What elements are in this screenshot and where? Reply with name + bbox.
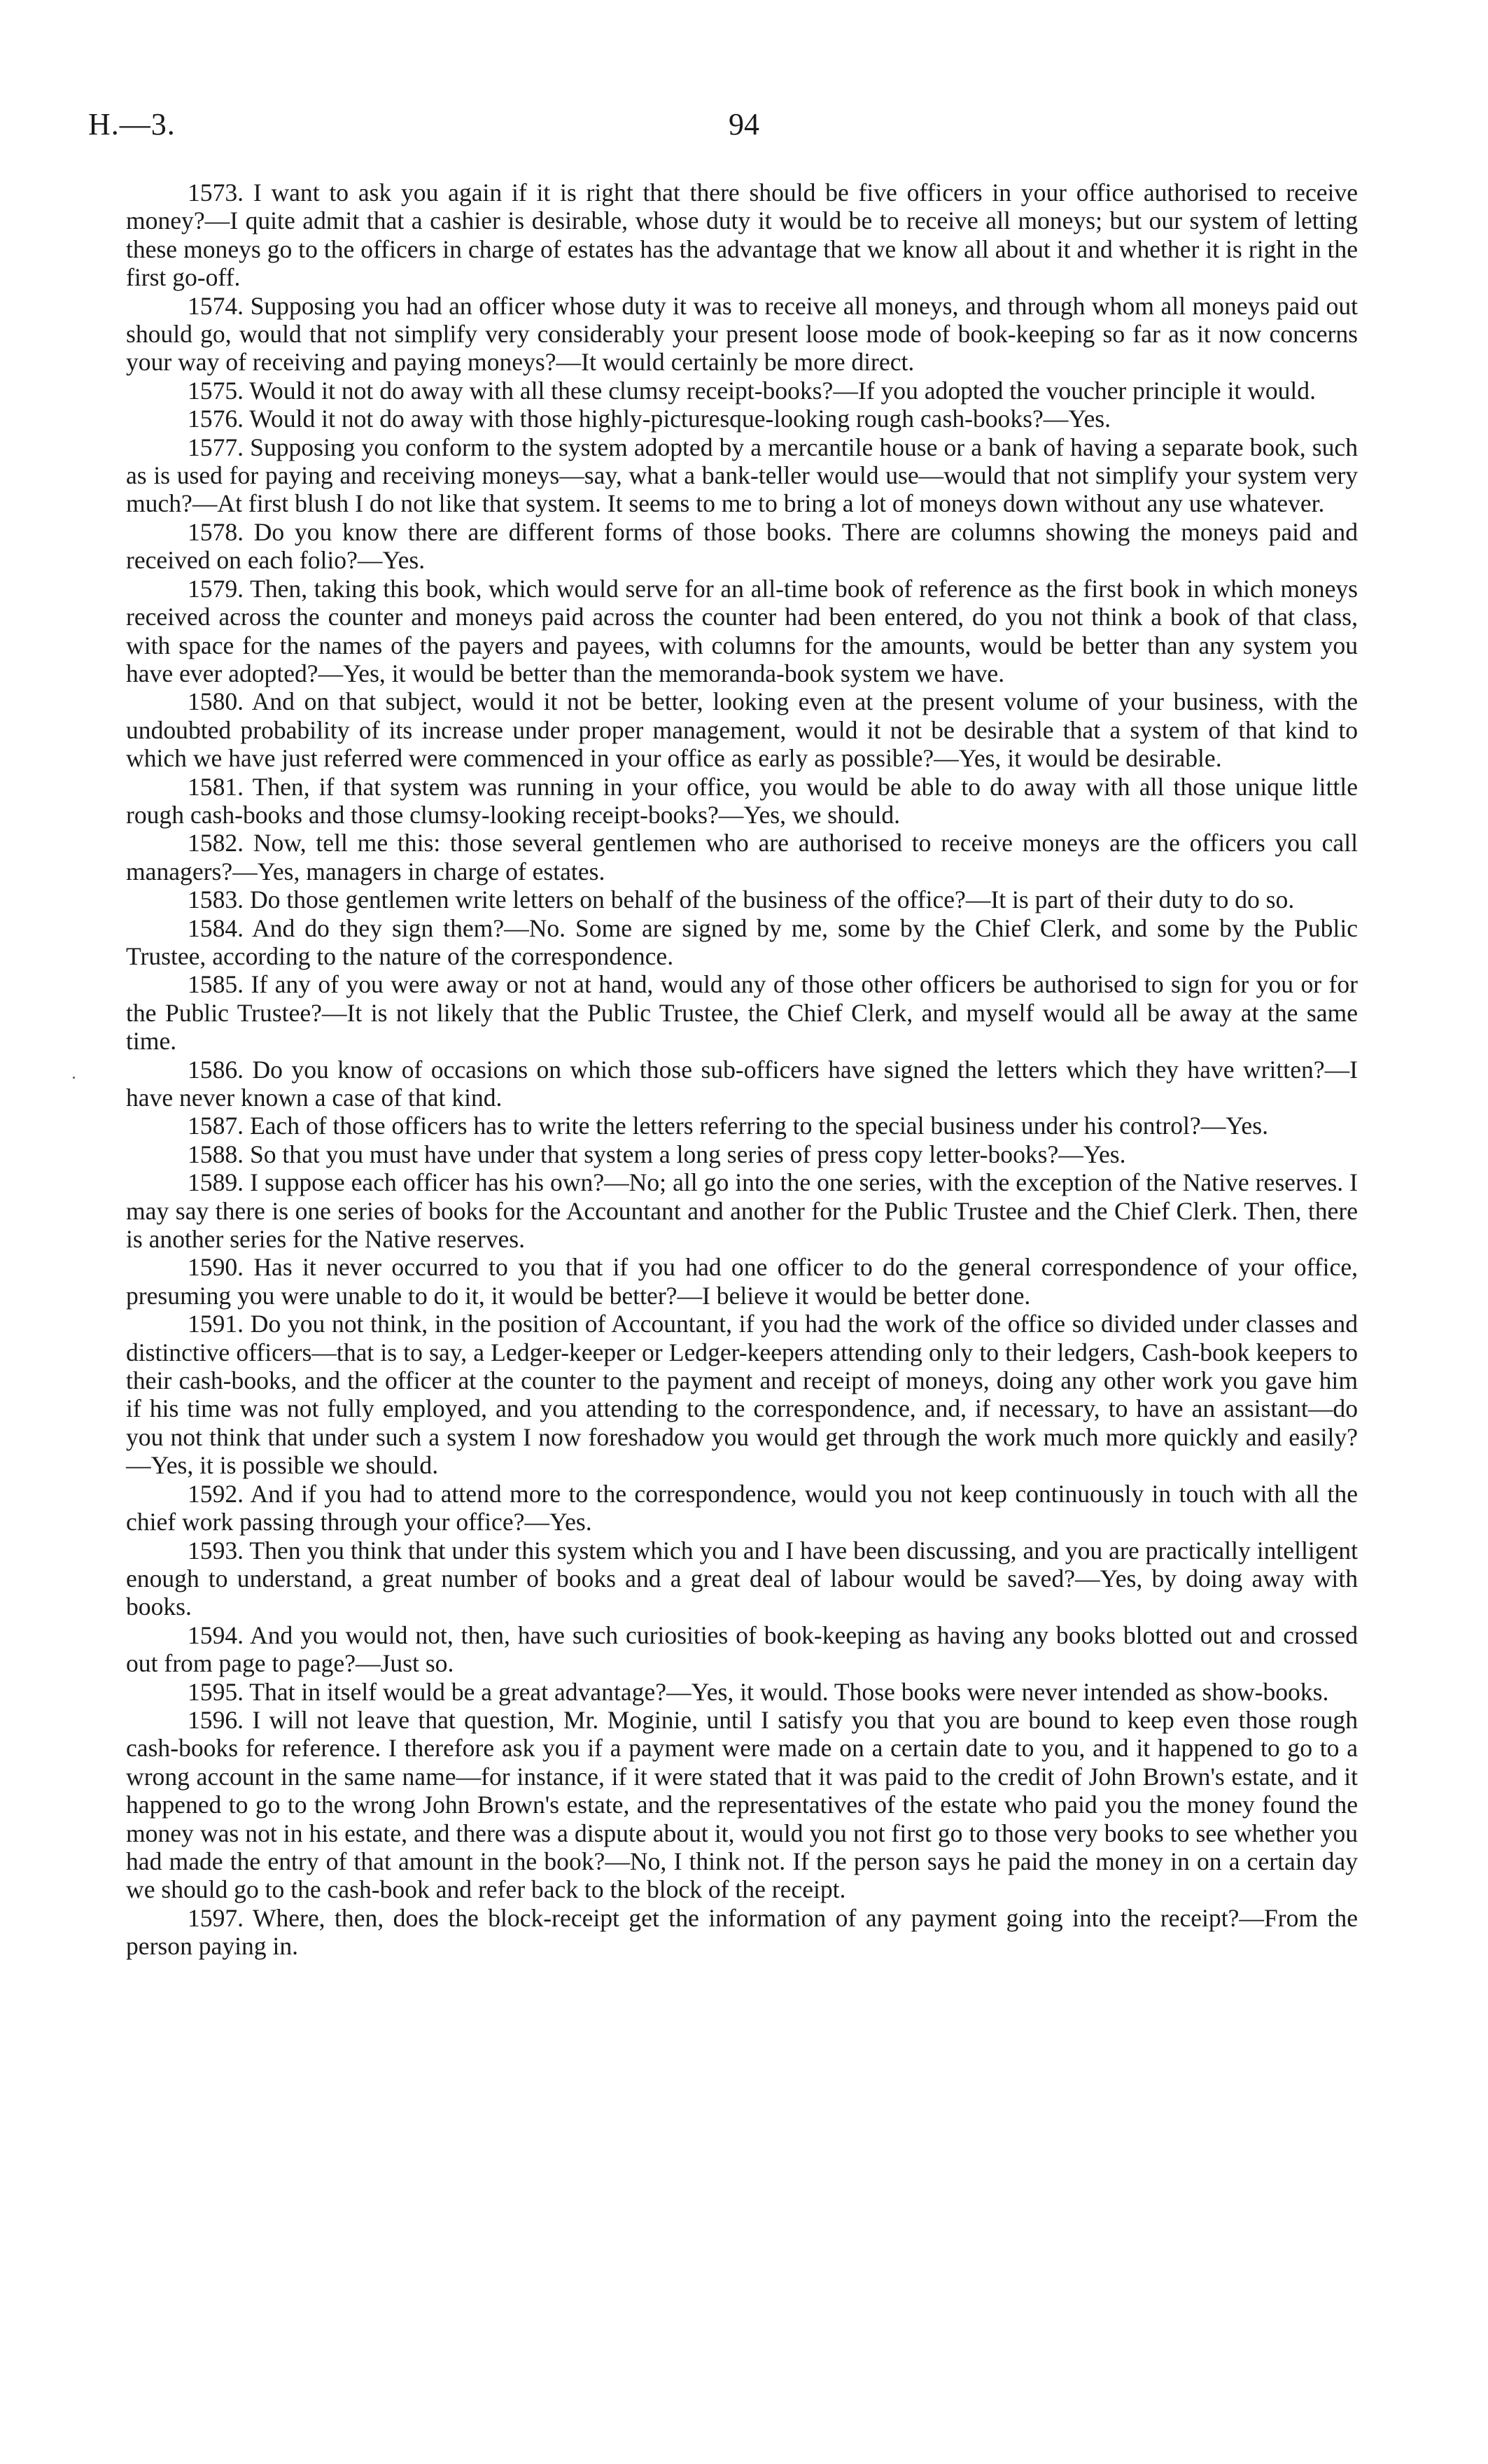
question-1576: 1576. Would it not do away with those highly-picturesque-looking rough cash-books?—Yes. xyxy=(188,405,1111,433)
question-1574: 1574. Supposing you had an officer whose duty it was to receive all moneys, and through whom all moneys paid out should go, would that not simplify very considerably your present loose mode of book-keeping so far as it now concerns your way of receiving and paying moneys?—It would certainly be more direct. xyxy=(126,291,1358,377)
question-1580: 1580. And on that subject, would it not be better, looking even at the present volume of your business, with the undoubted probability of its increase under proper management, would it not be desirable that a system of that kind to which we have just referred were commenced in your office as early as possible?—Yes, it would be desirable. xyxy=(126,687,1358,773)
question-1583: 1583. Do those gentlemen write letters on behalf of the business of the office?—It is part of their duty to do so. xyxy=(188,886,1295,914)
question-1594: 1594. And you would not, then, have such curiosities of book-keeping as having any books blotted out and crossed out from page to page?—Just so. xyxy=(126,1620,1358,1678)
question-1595: 1595. That in itself would be a great advantage?—Yes, it would. Those books were never intended as show-books. xyxy=(188,1677,1329,1706)
page-number: 94 xyxy=(729,107,759,141)
question-1575: 1575. Would it not do away with all these clumsy receipt-books?—If you adopted the voucher principle it would. xyxy=(188,376,1316,405)
question-1591: 1591. Do you not think, in the position of Accountant, if you had the work of the office so divided under classes and distinctive officers—that is to say, a Ledger-keeper or Ledger-keepers attending only to their ledgers, Cash-book keepers to their cash-books, and the officer at the counter to the payment and receipt of moneys, doing any other work you gave him if his time was not fully employed, and you attending to the correspondence, and, if necessary, to have an assistant—do you not think that under such a system I now foreshadow you would get through the work much more quickly and easily?—Yes, it is possible we should. xyxy=(126,1310,1358,1480)
question-1597: 1597. Where, then, does the block-receipt get the information of any payment going into the receipt?—From the person paying in. xyxy=(126,1903,1358,1961)
question-1581: 1581. Then, if that system was running in your office, you would be able to do away with all those unique little rough cash-books and those clumsy-looking receipt-books?—Yes, we should. xyxy=(126,772,1358,829)
question-1586: 1586. Do you know of occasions on which those sub-officers have signed the letters which they have written?—I have never known a case of that kind. xyxy=(126,1055,1358,1112)
question-1596: 1596. I will not leave that question, Mr. Moginie, until I satisfy you that you are bound to keep even those rough cash-books for reference. I therefore ask you if a payment were made on a certain date to you, and it happened to go to a wrong account in the same name—for instance, if it were stated that it was paid to the credit of John Brown's estate, and it happened to go to the wrong John Brown's estate, and the representatives of the estate who paid you the money found the money was not in his estate, and there was a dispute about it, would you not first go to those very books to see whether you had made the entry of that amount in the book?—No, I think not. If the person says he paid the money in on a certain day we should go to the cash-book and refer back to the block of the receipt. xyxy=(126,1705,1358,1904)
question-1582: 1582. Now, tell me this: those several gentlemen who are authorised to receive moneys are the officers you call managers?—Yes, managers in charge of estates. xyxy=(126,829,1358,886)
page-header xyxy=(88,106,1362,151)
evidence-body xyxy=(126,178,1358,1961)
question-1593: 1593. Then you think that under this system which you and I have been discussing, and you are practically intelligent enough to understand, a great number of books and a great deal of labour would be saved?—Yes, by doing away with books. xyxy=(126,1536,1358,1621)
question-1588: 1588. So that you must have under that system a long series of press copy letter-books?—Yes. xyxy=(188,1140,1126,1168)
question-1584: 1584. And do they sign them?—No. Some are signed by me, some by the Chief Clerk, and some by the Public Trustee, according to the nature of the correspondence. xyxy=(126,913,1358,970)
question-1589: 1589. I suppose each officer has his own?—No; all go into the one series, with the exception of the Native reserves. I may say there is one series of books for the Accountant and another for the Public Trustee and the Chief Clerk. Then, there is another series for the Native reserves. xyxy=(126,1168,1358,1254)
question-1592: 1592. And if you had to attend more to the correspondence, would you not keep continuously in touch with all the chief work passing through your office?—Yes. xyxy=(126,1479,1358,1536)
question-1577: 1577. Supposing you conform to the system adopted by a mercantile house or a bank of having a separate book, such as is used for paying and receiving moneys—say, what a bank-teller would use—would that not simplify your system very much?—At first blush I do not like that system. It seems to me to bring a lot of moneys down without any use whatever. xyxy=(126,433,1358,518)
question-1579: 1579. Then, taking this book, which would serve for an all-time book of reference as the first book in which moneys received across the counter and moneys paid across the counter had been entered, do you not think a book of that class, with space for the names of the payers and payees, with columns for the amounts, would be better than any system you have ever adopted?—Yes, it would be better than the memoranda-book system we have. xyxy=(126,574,1358,687)
question-1590: 1590. Has it never occurred to you that if you had one officer to do the general correspondence of your office, presuming you were unable to do it, it would be better?—I believe it would be better done. xyxy=(126,1253,1358,1310)
question-1573: 1573. I want to ask you again if it is right that there should be five officers in your office authorised to receive money?—I quite admit that a cashier is desirable, whose duty it would be to receive all moneys; but our system of letting these moneys go to the officers in charge of estates has the advantage that we know all about it and whether it is right in the first go-off. xyxy=(126,178,1358,292)
question-1585: 1585. If any of you were away or not at hand, would any of those other officers be authorised to sign for you or for the Public Trustee?—It is not likely that the Public Trustee, the Chief Clerk, and myself would all be away at the same time. xyxy=(126,970,1358,1056)
question-1578: 1578. Do you know there are different forms of those books. There are columns showing the moneys paid and received on each folio?—Yes. xyxy=(126,517,1358,575)
margin-dot xyxy=(73,1077,75,1079)
document-reference: H.—3. xyxy=(88,107,176,141)
question-1587: 1587. Each of those officers has to write the letters referring to the special business under his control?—Yes. xyxy=(188,1112,1268,1140)
